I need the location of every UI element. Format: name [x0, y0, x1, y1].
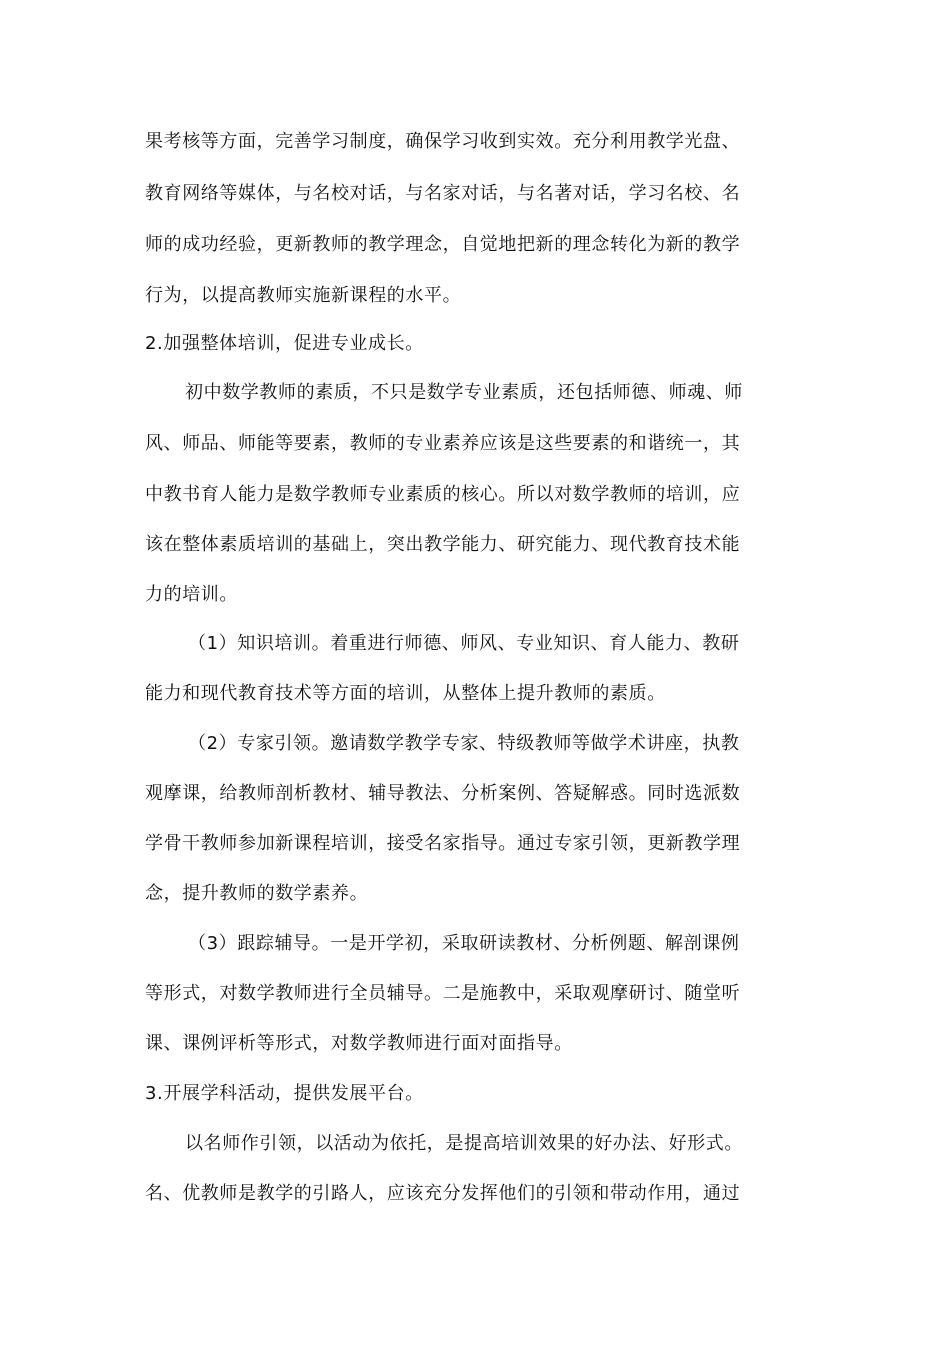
text-line: （1）知识培训。着重进行师德、师风、专业知识、育人能力、教研: [188, 633, 740, 654]
text-line: 课、课例评析等形式，对数学教师进行面对面指导。: [145, 1033, 573, 1054]
text-line: 果考核等方面，完善学习制度，确保学习收到实效。充分利用教学光盘、: [145, 131, 741, 152]
text-line: 中教书育人能力是数学教师专业素质的核心。所以对数学教师的培训，应: [145, 484, 741, 505]
text-line: 名、优教师是教学的引路人，应该充分发挥他们的引领和带动作用，通过: [145, 1183, 741, 1204]
text-line: 师的成功经验，更新教师的教学理念，自觉地把新的理念转化为新的教学: [145, 234, 741, 255]
text-line: 教育网络等媒体，与名校对话，与名家对话，与名著对话，学习名校、名: [145, 183, 741, 204]
section-heading: 3.开展学科活动，提供发展平台。: [145, 1083, 424, 1104]
text-line: 风、师品、师能等要素，教师的专业素养应该是这些要素的和谐统一，其: [145, 433, 741, 454]
text-line: 该在整体素质培训的基础上，突出教学能力、研究能力、现代教育技术能: [145, 534, 741, 555]
text-line: 力的培训。: [145, 584, 238, 605]
text-line: 能力和现代教育技术等方面的培训，从整体上提升教师的素质。: [145, 683, 666, 704]
text-line: 观摩课，给教师剖析教材、辅导教法、分析案例、答疑解惑。同时选派数: [145, 783, 741, 804]
text-line: 初中数学教师的素质，不只是数学专业素质，还包括师德、师魂、师: [185, 382, 743, 403]
text-line: （2）专家引领。邀请数学教学专家、特级教师等做学术讲座，执教: [188, 733, 740, 754]
text-line: 学骨干教师参加新课程培训，接受名家指导。通过专家引领，更新教学理: [145, 833, 741, 854]
text-line: 等形式，对数学教师进行全员辅导。二是施教中，采取观摩研讨、随堂听: [145, 983, 741, 1004]
text-line: 以名师作引领，以活动为依托，是提高培训效果的好办法、好形式。: [185, 1133, 743, 1154]
text-line: （3）跟踪辅导。一是开学初，采取研读教材、分析例题、解剖课例: [188, 933, 740, 954]
section-heading: 2.加强整体培训，促进专业成长。: [145, 333, 424, 354]
text-line: 念，提升教师的数学素养。: [145, 883, 369, 904]
text-line: 行为，以提高教师实施新课程的水平。: [145, 285, 462, 306]
